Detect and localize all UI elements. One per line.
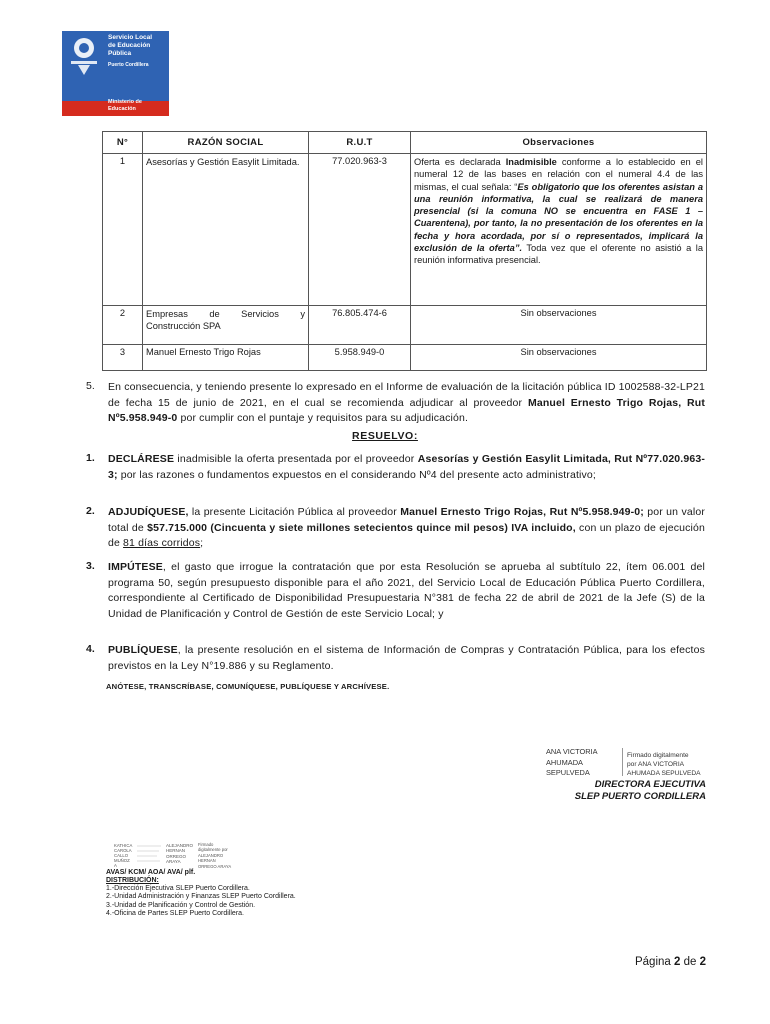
anotese-line: ANÓTESE, TRANSCRÍBASE, COMUNÍQUESE, PUBLÍQUESE Y ARCHÍVESE. — [106, 682, 390, 691]
col-header-n: N° — [103, 132, 143, 154]
mini-signature-mid: ALEJANDRO HERNAN ORREGO ARAYA — [166, 843, 194, 865]
row-rut: 76.805.474-6 — [309, 306, 411, 345]
list-item: 2.-Unidad Administración y Finanzas SLEP Puerto Cordillera. — [106, 893, 296, 901]
paragraph-5: En consecuencia, y teniendo presente lo expresado en el Informe de evaluación de la licitación pública ID 1002588-32-LP21 de fecha 15 de junio de 2021, en el cual se recomienda adjudicar al proveedor Manuel Ernesto Trigo Rojas, Rut Nº5.958.949-0 por cumplir con el puntaje y requisitos para su adjudicación. — [108, 381, 705, 424]
mini-signature-left: KATHICA CAROLA CALLO MUÑOZ A — [114, 843, 133, 868]
logo-line-3: Pública — [108, 50, 132, 57]
r1-number: 1. — [86, 452, 95, 464]
signature-digital: Firmado digitalmente por ANA VICTORIA AHUMADA SEPULVEDA — [627, 752, 701, 777]
col-header-rut: R.U.T — [309, 132, 411, 154]
row-observations: Sin observaciones — [411, 306, 707, 345]
table-row — [103, 345, 707, 371]
table-row — [103, 154, 707, 306]
row-observations: Sin observaciones — [411, 345, 707, 371]
p5-number: 5. — [86, 380, 95, 392]
distribution-initials: AVAS/ KCM/ AOA/ AVA/ plf. — [106, 869, 196, 876]
signature-title: DIRECTORA EJECUTIVA SLEP PUERTO CORDILLERA — [574, 779, 706, 802]
row-number: 3 — [103, 345, 143, 371]
col-header-razon: RAZÓN SOCIAL — [143, 132, 309, 154]
row-razon: Empresas de Servicios y Construcción SPA — [143, 306, 309, 345]
resolution-2: ADJUDÍQUESE, la presente Licitación Pública al proveedor Manuel Ernesto Trigo Rojas, Rut Nº5.958.949-0; por un valor total de $57.715.000 (Cincuenta y siete millones setecientos quince mil pesos) IVA incluido, con un plazo de ejecución de 81 días corridos; — [108, 506, 705, 549]
logo-sub: Puerto Cordillera — [108, 62, 149, 68]
logo-ministry-2: Educación — [108, 105, 136, 112]
logo-line-2: de Educación — [108, 42, 151, 49]
logo-ministry-1: Ministerio de — [108, 99, 142, 105]
r3-number: 3. — [86, 560, 95, 572]
row-razon: Asesorías y Gestión Easylit Limitada. — [143, 154, 309, 306]
list-item: 4.-Oficina de Partes SLEP Puerto Cordillera. — [106, 910, 244, 918]
logo-line-1: Servicio Local — [108, 34, 153, 41]
row-observations: Oferta es declarada Inadmisible conforme a lo establecido en el numeral 12 de las bases en relación con el numeral 4.4 de las mismas, el cual señala: “Es obligatorio que los oferentes asistan a una reunión informativa, la cual se realizará de manera presencial (si la comuna NO se encuentra en FASE 1 – Cuarentena), por tanto, la no presentación de los oferentes en la fecha y hora acordada, por sí o representados, implicará la exclusión de la oferta”. Toda vez que el oferente no asistió a la reunión informativa presencial. — [411, 154, 707, 306]
signature-name: ANA VICTORIA AHUMADA SEPULVEDA — [546, 747, 598, 777]
distribution-title: DISTRIBUCIÓN: — [106, 877, 159, 884]
row-razon: Manuel Ernesto Trigo Rojas — [143, 345, 309, 371]
r4-number: 4. — [86, 643, 95, 655]
offers-table — [102, 131, 707, 371]
col-header-obs: Observaciones — [411, 132, 707, 154]
resolution-3: IMPÚTESE, el gasto que irrogue la contratación que por esta Resolución se aprueba al subtítulo 22, ítem 06.001 del programa 50, según presupuesto disponible para el año 2021, del Servicio Local de Educación Pública Puerto Cordillera, correspondiente al Certificado de Disponibilidad Presupuestaria N°381 de fecha 22 de abril de 2021 de la Jefe (S) de la Unidad de Planificación y Control de Gestión de este Servicio Local; y — [108, 561, 705, 620]
resolution-1: DECLÁRESE inadmisible la oferta presentada por el proveedor Asesorías y Gestión Easylit Limitada, Rut Nº77.020.963-3; por las razones o fundamentos expuestos en el considerando Nº4 del presente acto administrativo; — [108, 453, 705, 481]
page-number: Página 2 de 2 — [634, 956, 706, 968]
resolution-4: PUBLÍQUESE, la presente resolución en el sistema de Información de Compras y Contratación Pública, para los efectos previstos en la Ley N°19.886 y su Reglamento. — [108, 644, 705, 672]
list-item: 1.-Dirección Ejecutiva SLEP Puerto Cordillera. — [106, 885, 250, 892]
resuelvo-heading: RESUELVO: — [352, 430, 418, 442]
logo — [62, 31, 169, 116]
row-rut: 5.958.949-0 — [309, 345, 411, 371]
table-row — [103, 306, 707, 345]
signature-divider — [622, 748, 623, 776]
mini-signature-right: Firmado digitalmente por ALEJANDRO HERNAN ORREGO ARAYA — [198, 842, 232, 869]
distribution-list — [106, 885, 296, 919]
signature-scribble-icon — [137, 844, 163, 866]
row-number: 1 — [103, 154, 143, 306]
list-item: 3.-Unidad de Planificación y Control de Gestión. — [106, 901, 256, 909]
r2-number: 2. — [86, 505, 95, 517]
mini-signature-scribble — [137, 844, 163, 866]
table-header-row — [103, 132, 707, 154]
row-rut: 77.020.963-3 — [309, 154, 411, 306]
row-number: 2 — [103, 306, 143, 345]
